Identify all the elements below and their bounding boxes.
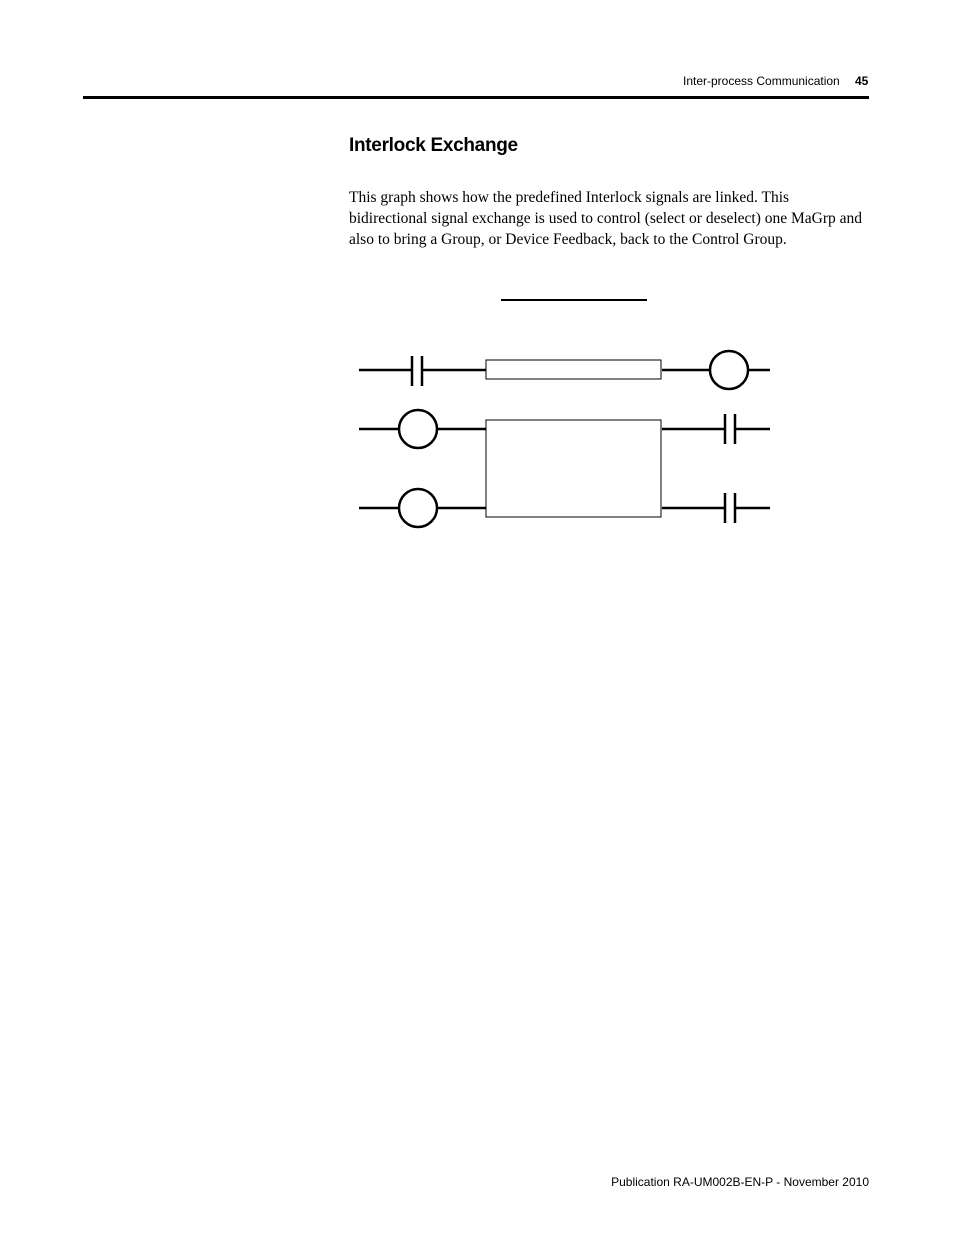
section-heading: Interlock Exchange <box>349 135 518 156</box>
coil-symbol <box>399 410 437 448</box>
header-rule <box>83 96 869 99</box>
coil-symbol <box>399 489 437 527</box>
page-number: 45 <box>855 74 869 88</box>
coil-symbol <box>710 351 748 389</box>
running-header: Inter-process Communication <box>683 74 840 88</box>
rows-2-3-box <box>486 420 661 517</box>
publication-footer: Publication RA-UM002B-EN-P - November 2010 <box>611 1175 869 1189</box>
body-paragraph: This graph shows how the predefined Interlock signals are linked. This bidirectional signal exchange is used to control (select or deselect) one MaGrp and also to bring a Group, or Device Feedback, back to the Control Group. <box>349 189 863 248</box>
interlock-diagram <box>350 290 780 535</box>
row-1-box <box>486 360 661 379</box>
